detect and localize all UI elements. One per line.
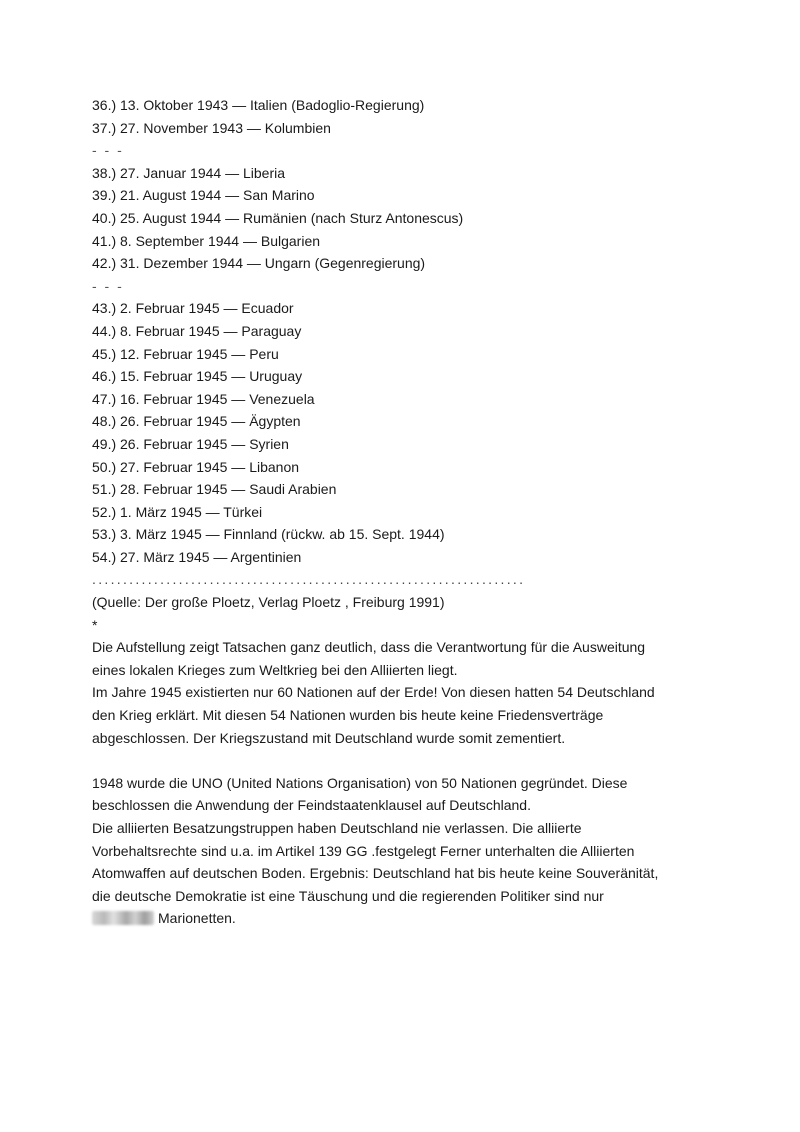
list-item: 37.) 27. November 1943 — Kolumbien: [92, 119, 331, 136]
document-page: [92, 94, 732, 930]
list-item: 39.) 21. August 1944 — San Marino: [92, 187, 315, 204]
paragraph-line: 1948 wurde die UNO (United Nations Organisation) von 50 Nationen gegründet. Diese: [92, 774, 628, 791]
source-citation: (Quelle: Der große Ploetz, Verlag Ploetz , Freiburg 1991): [92, 594, 445, 611]
list-item: 54.) 27. März 1945 — Argentinien: [92, 548, 302, 565]
list-item: 43.) 2. Februar 1945 — Ecuador: [92, 300, 294, 317]
list-item: 44.) 8. Februar 1945 — Paraguay: [92, 322, 302, 339]
paragraph-line: beschlossen die Anwendung der Feindstaatenklausel auf Deutschland.: [92, 797, 531, 814]
last-line: [92, 907, 732, 930]
paragraph-1: [92, 636, 732, 749]
country-list-1945: [92, 297, 732, 568]
dotted-rule: ......................................................................: [92, 571, 526, 588]
paragraph-line: die deutsche Demokratie ist eine Täuschung und die regierenden Politiker sind nur: [92, 887, 604, 904]
list-item: 48.) 26. Februar 1945 — Ägypten: [92, 413, 301, 430]
paragraph-2: [92, 772, 732, 908]
list-item: 36.) 13. Oktober 1943 — Italien (Badoglio-Regierung): [92, 97, 425, 113]
list-item: 42.) 31. Dezember 1944 — Ungarn (Gegenregierung): [92, 255, 426, 272]
paragraph-line: Vorbehaltsrechte sind u.a. im Artikel 139 GG .festgelegt Ferner unterhalten die Alliierten: [92, 842, 635, 859]
list-item: 50.) 27. Februar 1945 — Libanon: [92, 458, 300, 475]
list-item: 53.) 3. März 1945 — Finnland (rückw. ab 15. Sept. 1944): [92, 526, 445, 543]
last-line-text: Marionetten.: [158, 910, 236, 927]
asterisk-marker: *: [92, 616, 98, 633]
list-item: 46.) 15. Februar 1945 — Uruguay: [92, 368, 303, 385]
separator-2: - - -: [92, 277, 124, 294]
paragraph-line: eines lokalen Krieges zum Weltkrieg bei den Alliierten liegt.: [92, 661, 458, 678]
list-item: 45.) 12. Februar 1945 — Peru: [92, 345, 279, 362]
redacted-word-blur: [92, 911, 154, 925]
list-item: 49.) 26. Februar 1945 — Syrien: [92, 435, 289, 452]
paragraph-line: den Krieg erklärt. Mit diesen 54 Nationen wurden bis heute keine Friedensverträge: [92, 707, 604, 724]
paragraph-line: Die alliierten Besatzungstruppen haben Deutschland nie verlassen. Die alliierte: [92, 820, 582, 836]
list-item: 47.) 16. Februar 1945 — Venezuela: [92, 390, 315, 407]
paragraph-line: Atomwaffen auf deutschen Boden. Ergebnis: Deutschland hat bis heute keine Souveränität,: [92, 865, 659, 882]
country-list-1944: [92, 162, 732, 275]
paragraph-line: abgeschlossen. Der Kriegszustand mit Deutschland wurde somit zementiert.: [92, 729, 566, 746]
list-item: 52.) 1. März 1945 — Türkei: [92, 503, 263, 520]
list-item: 40.) 25. August 1944 — Rumänien (nach Sturz Antonescus): [92, 209, 464, 226]
list-item: 51.) 28. Februar 1945 — Saudi Arabien: [92, 481, 337, 498]
paragraph-gap: [92, 749, 732, 772]
list-item: 38.) 27. Januar 1944 — Liberia: [92, 164, 286, 181]
country-list-1943: [92, 94, 732, 139]
paragraph-line: Im Jahre 1945 existierten nur 60 Nationen auf der Erde! Von diesen hatten 54 Deutschland: [92, 684, 655, 701]
separator-1: - - -: [92, 142, 124, 159]
list-item: 41.) 8. September 1944 — Bulgarien: [92, 232, 321, 249]
paragraph-line: Die Aufstellung zeigt Tatsachen ganz deutlich, dass die Verantwortung für die Ausweitung: [92, 639, 646, 656]
